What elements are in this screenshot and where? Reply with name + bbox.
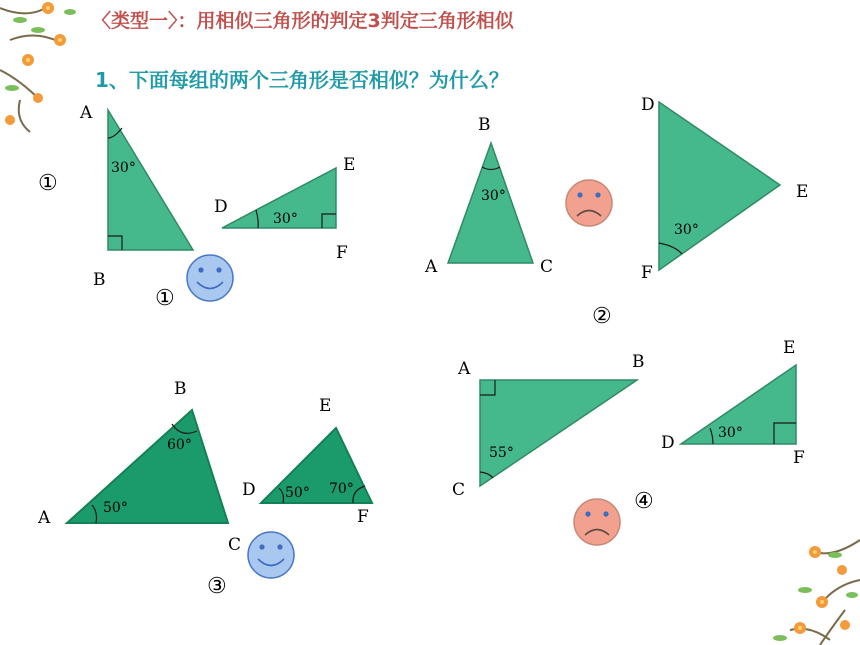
group4-left-angle: 55°	[489, 445, 514, 461]
group3-right-vertex-f: F	[357, 507, 369, 527]
group3-right-vertex-d: D	[242, 480, 256, 500]
sad-face-icon	[566, 180, 612, 226]
group1-left-vertex-b: B	[93, 270, 106, 290]
sad-face-icon	[574, 499, 620, 545]
group4-left-triangle	[480, 380, 637, 486]
group1-right-vertex-d: D	[214, 197, 228, 217]
group2-left-angle: 30°	[481, 188, 506, 204]
group4-left-vertex-c: C	[452, 480, 466, 500]
group1-answer-number: ①	[155, 286, 175, 311]
group3-right-triangle	[261, 428, 372, 503]
group3-left-vertex-a: A	[38, 508, 51, 528]
group2-right-angle: 30°	[674, 222, 699, 238]
group2-right-triangle	[659, 102, 780, 270]
group4-answer-number: ④	[634, 489, 654, 514]
group3-left-vertex-b: B	[174, 379, 187, 399]
group4-right-vertex-f: F	[793, 448, 805, 468]
group4-right-angle: 30°	[718, 425, 743, 441]
group1-right-vertex-f: F	[336, 243, 348, 263]
happy-face-icon	[248, 532, 294, 578]
slide-title: 〈类型一〉：用相似三角形的判定3判定三角形相似	[92, 10, 514, 32]
group3-left-triangle	[67, 410, 228, 523]
group1-number: ①	[38, 171, 58, 196]
group1-left-vertex-a: A	[80, 103, 93, 123]
group2-left-vertex-c: C	[540, 257, 554, 277]
group1-left-angle: 30°	[111, 160, 136, 176]
group4-right-vertex-e: E	[783, 338, 796, 358]
group2-right-vertex-e: E	[796, 182, 809, 202]
group2-right-vertex-f: F	[641, 263, 653, 283]
group4-left-vertex-a: A	[458, 359, 471, 379]
group3-answer-number: ③	[207, 574, 227, 599]
group1-right-vertex-e: E	[343, 155, 356, 175]
group3-right-angle-f: 70°	[329, 481, 354, 497]
group3-left-angle-b: 60°	[167, 437, 192, 453]
happy-face-icon	[187, 255, 233, 301]
group3-left-angle-a: 50°	[103, 500, 128, 516]
group2-left-vertex-b: B	[478, 115, 491, 135]
group1-left-triangle	[108, 110, 193, 250]
group4-right-vertex-d: D	[661, 433, 675, 453]
group3-right-vertex-e: E	[319, 396, 332, 416]
group2-left-vertex-a: A	[425, 257, 438, 277]
group1-right-angle: 30°	[273, 211, 298, 227]
group4-left-vertex-b: B	[632, 352, 645, 372]
question-text: 1、下面每组的两个三角形是否相似？为什么？	[95, 68, 509, 92]
group3-right-angle-d: 50°	[285, 485, 310, 501]
group2-answer-number: ②	[592, 304, 612, 329]
group2-right-vertex-d: D	[641, 95, 655, 115]
group3-left-vertex-c: C	[228, 535, 242, 555]
